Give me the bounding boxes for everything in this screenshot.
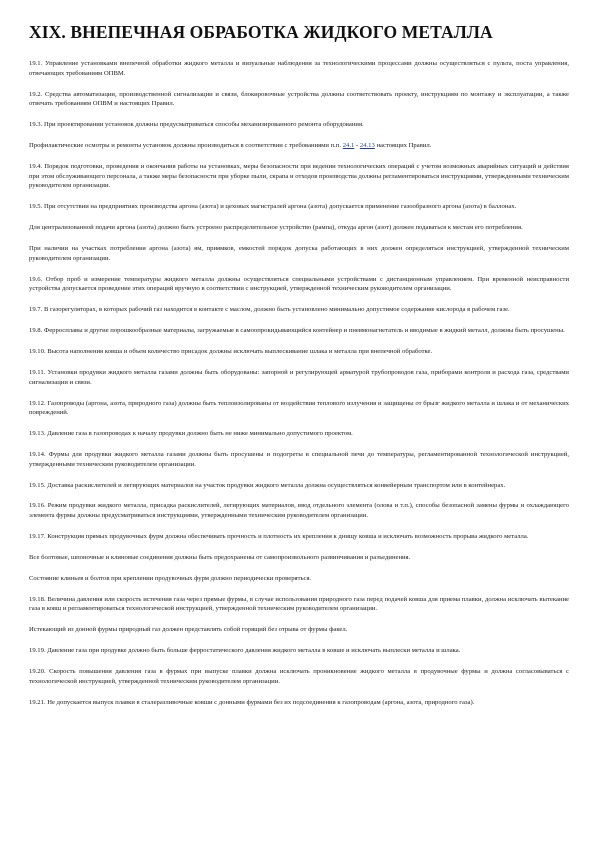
link-separator: - — [354, 142, 360, 150]
paragraph-19-19: 19.19. Давление газа при продувке должно быть больше ферростатического давления жидкого металла в ковше и исключать выплески металла и шлака. — [29, 647, 461, 655]
paragraph-19-17: 19.17. Конструкция прямых продувочных фурм должна обеспечивать прочность и плотность их крепления к днищу ковша и исключать возможность прорыва жидкого металла. — [29, 533, 529, 541]
paragraph-19-2: 19.2. Средства автоматизации, производственной сигнализации и связи, блокировочные устройства должны соответствовать проекту, инструкциям по монтажу и эксплуатации, а также отвечать требованиям ОПВМ и настоящих Правил. — [29, 90, 569, 108]
document-page — [29, 22, 569, 719]
link-24-1[interactable]: 24.1 — [342, 142, 355, 150]
page-title: XIX. ВНЕПЕЧНАЯ ОБРАБОТКА ЖИДКОГО МЕТАЛЛА — [29, 22, 493, 42]
paragraph-19-3: 19.3. При проектировании установок должны предусматриваться способы механизированного ремонта оборудования. — [29, 121, 364, 129]
paragraph-maintenance — [29, 141, 569, 151]
paragraph-19-13: 19.13. Давление газа в газопроводах к началу продувки должно быть не ниже минимально допустимого проектом. — [29, 430, 353, 438]
paragraph-19-8: 19.8. Ферросплавы и другие порошкообразные материалы, загружаемые в самоопрокидывающийся контейнер и пневмонагнетатель и вводимые в жидкий металл, должны быть просушены. — [29, 327, 565, 335]
paragraph-19-4: 19.4. Порядок подготовки, проведения и окончания работы на установках, меры безопасности при ведении технологических операций с учетом возможных аварийных ситуаций и действия при этом обслуживающего персонала, а также меры безопасности при уборке пыли, скрапа и отходов производства должны регламентироваться инструкциями, утвержденными техническим руководителем организации. — [29, 162, 569, 190]
paragraph-19-6: 19.6. Отбор проб и измерение температуры жидкого металла должны осуществляться специальными устройствами с дистанционным управлением. При временной неисправности устройства допускается проведение этих операций вручную в соответствии с инструкцией, утвержденной техническим руководителем организации. — [29, 275, 569, 293]
paragraph-text: настоящих Правил. — [374, 142, 432, 150]
paragraph-19-12: 19.12. Газопроводы (аргона, азота, природного газа) должны быть теплоизолированы от воздействия теплового излучения и защищены от брызг жидкого металла и шлака и от механических повреждений. — [29, 399, 569, 417]
paragraph-19-10: 19.10. Высота наполнения ковша и объем количество присадок должны исключать выплескивание шлака и металла при внепечной обработке. — [29, 348, 433, 356]
paragraph-19-15: 19.15. Доставка раскислителей и легирующих материалов на участок продувки жидкого металла должна осуществляться конвейерным транспортом или в контейнерах. — [29, 481, 506, 489]
paragraph-text: Все болтовые, шпоночные и клиновые соединения должны быть предохранены от самопроизвольного развинчивания и разъединения. — [29, 553, 411, 561]
paragraph-text: Для централизованной подачи аргона (азота) должно быть устроено распределительное устройство (рампа), откуда аргон (азот) должен подаваться к местам его потребления. — [29, 224, 523, 232]
link-24-13[interactable]: 24.13 — [359, 142, 375, 150]
paragraph-19-21: 19.21. Не допускается выпуск плавки в сталеразливочные ковши с донными фурмами без их подсоединения к газопроводам (аргона, азота, природного газа). — [29, 698, 475, 706]
paragraph-text: При наличии на участках потребления аргона (азота) ям, приямков, емкостей порядок допуска работающих в них должен определяться инструкцией, утвержденной техническим руководителем организации. — [29, 245, 569, 262]
paragraph-19-16: 19.16. Режим продувки жидкого металла, присадка раскислителей, легирующих материалов, ввод отдельного элемента (олова и т.п.), способы безопасной замены фурмы и охлаждающего элемента фурмы должны предусматриваться инструкциями, утвержденными техническим руководителем организации. — [29, 502, 569, 520]
paragraph-19-18: 19.18. Величина давления или скорость истечения газа через прямые фурмы, в случае использования природного газа перед подачей ковша для приема плавки, должна исключать вытекание газа в ковш и регламентироваться технологической инструкцией, утвержденной техническим руководителем организации. — [29, 595, 569, 613]
paragraph-19-20: 19.20. Скорость повышения давления газа в фурмах при выпуске плавки должна исключать проникновение жидкого металла в продувочные фурмы и должна согласовываться с технологической инструкцией, утвержденной техническим руководителем организации. — [29, 668, 569, 685]
paragraph-text: Профилактические осмотры и ремонты установок должны производиться в соответствии с требованиями п.п. — [29, 142, 343, 150]
paragraph-text: Состояние клиньев и болтов при креплении продувочных фурм должно периодически проверяться. — [29, 574, 312, 582]
paragraph-19-1: 19.1. Управление установками внепечной обработки жидкого металла и визуальные наблюдения за технологическими процессами должны осуществляться с пульта, поста управления, отвечающих требованиям ОПВМ. — [29, 60, 569, 77]
paragraph-19-7: 19.7. В газорегуляторах, в которых рабочий газ находится в контакте с маслом, должно быть установлено минимально допустимое содержание кислорода в рабочем газе. — [29, 306, 510, 314]
paragraph-text: Истекающий из донной фурмы природный газ должен представлять собой горящий без отрыва от фурмы факел. — [29, 626, 348, 634]
paragraph-19-11: 19.11. Установки продувки жидкого металла газами должны быть оборудованы: запорной и регулирующей арматурой трубопроводов газа, приборами контроля и расхода газа, средствами сигнализации и связи. — [29, 368, 569, 386]
paragraph-19-14: 19.14. Фурмы для продувки жидкого металла газами должны быть просушены и подогреты в специальной печи до температуры, регламентированной технологической инструкцией, утвержденными техническим руководителем организации. — [29, 450, 569, 468]
paragraph-19-5: 19.5. При отсутствии на предприятиях производства аргона (азота) и цеховых магистралей аргона (азота) допускается применение газообразного аргона (азота) в баллонах. — [29, 203, 517, 211]
